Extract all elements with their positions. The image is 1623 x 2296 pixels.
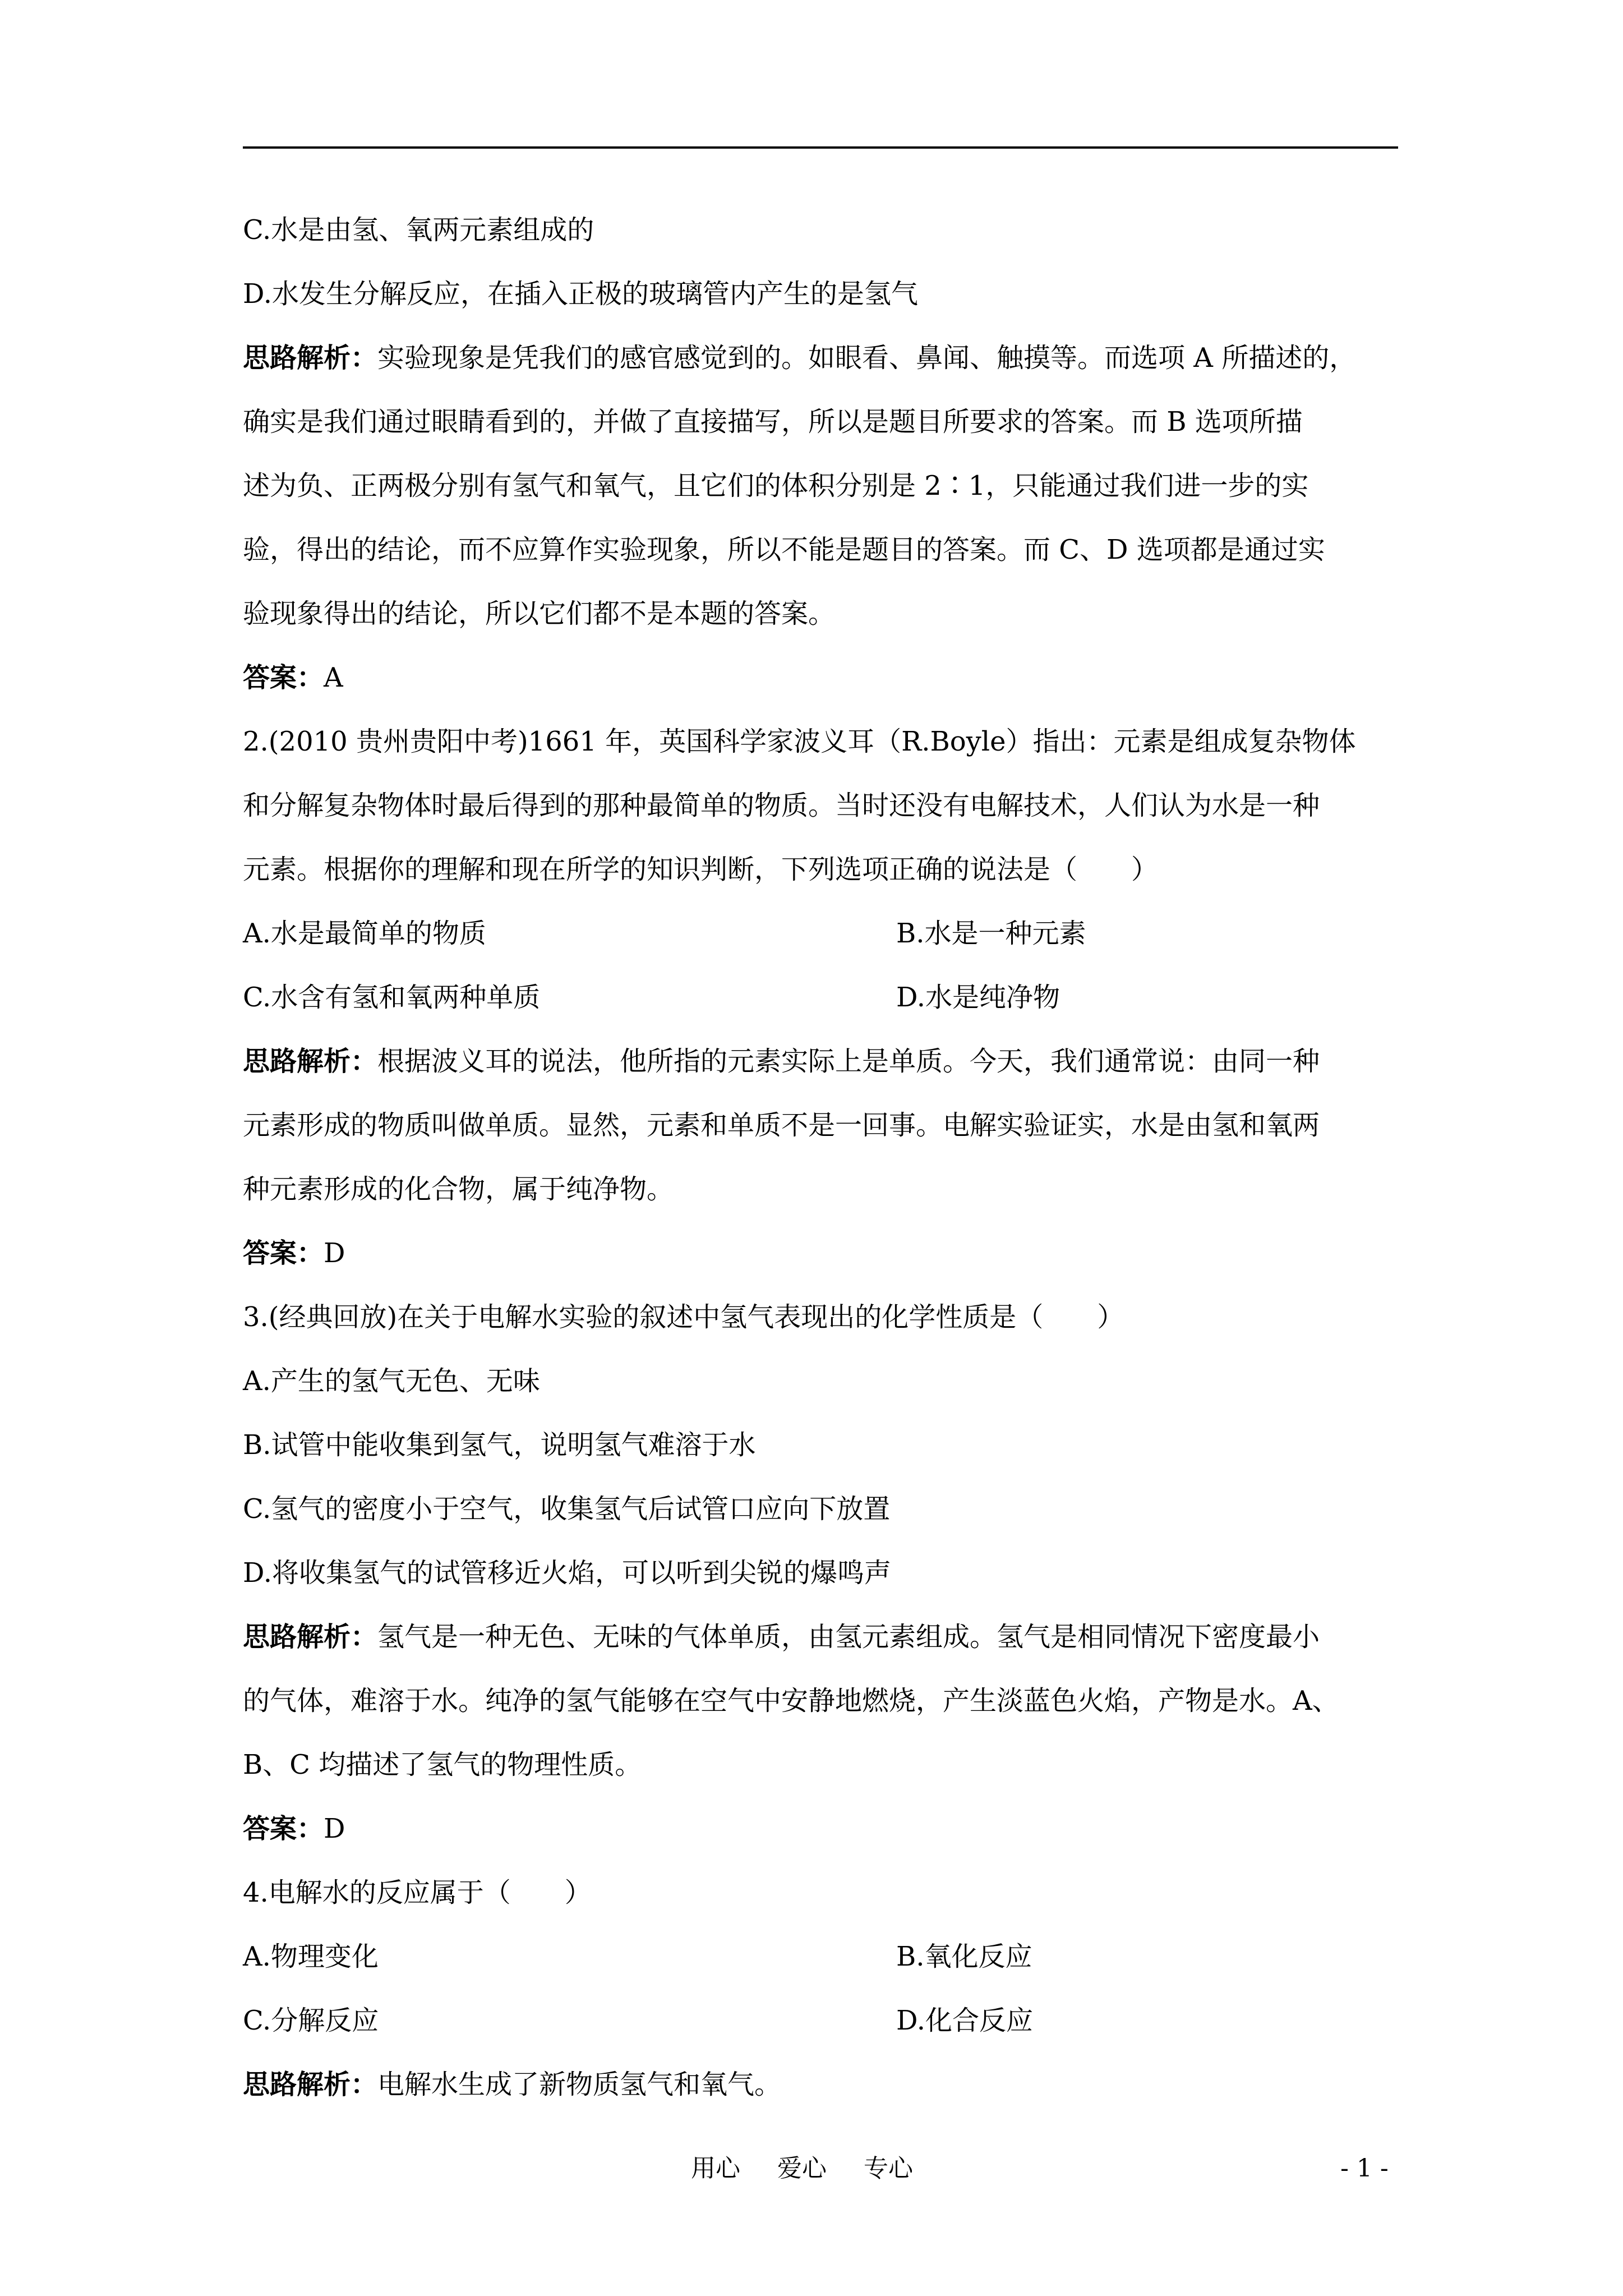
q1-answer-value: A bbox=[324, 662, 343, 693]
q2-analysis-line-1 bbox=[243, 1045, 1320, 1078]
q1-analysis-label: 思路解析： bbox=[243, 342, 378, 374]
q3-analysis-line-1 bbox=[243, 1620, 1320, 1654]
footer-motto bbox=[691, 2153, 913, 2184]
q3-option-a: A.产生的氢气无色、无味 bbox=[243, 1365, 540, 1397]
q1-answer-label: 答案： bbox=[243, 662, 324, 693]
q2-answer bbox=[243, 1236, 345, 1270]
q2-option-c: C.水含有氢和氧两种单质 bbox=[243, 982, 541, 1013]
q1-analysis-text: 实验现象是凭我们的感官感觉到的。如眼看、鼻闻、触摸等。而选项 A 所描述的， bbox=[377, 342, 1357, 374]
q4-option-b: B.氧化反应 bbox=[896, 1941, 1032, 1972]
q2-answer-value: D bbox=[324, 1237, 345, 1269]
q4-analysis-label: 思路解析： bbox=[243, 2069, 378, 2100]
footer-motto-3: 专心 bbox=[864, 2154, 913, 2183]
header-rule bbox=[243, 146, 1398, 149]
footer-motto-1: 用心 bbox=[691, 2154, 740, 2183]
q4-analysis-line-1 bbox=[243, 2068, 781, 2101]
q3-analysis-text: 氢气是一种无色、无味的气体单质，由氢元素组成。氢气是相同情况下密度最小 bbox=[377, 1621, 1320, 1653]
q1-option-c: C.水是由氢、氧两元素组成的 bbox=[243, 214, 594, 246]
q1-analysis-line-3: 述为负、正两极分别有氢气和氧气，且它们的体积分别是 2∶1，只能通过我们进一步的实 bbox=[243, 470, 1309, 501]
q4-option-c: C.分解反应 bbox=[243, 2005, 379, 2036]
q2-analysis-line-3: 种元素形成的化合物，属于纯净物。 bbox=[243, 1174, 674, 1205]
q4-option-a: A.物理变化 bbox=[243, 1941, 379, 1972]
q3-answer-label: 答案： bbox=[243, 1813, 324, 1844]
q1-answer bbox=[243, 661, 343, 694]
q3-analysis-line-2: 的气体，难溶于水。纯净的氢气能够在空气中安静地燃烧，产生淡蓝色火焰，产物是水。A、 bbox=[243, 1685, 1339, 1717]
q4-option-d: D.化合反应 bbox=[896, 2005, 1034, 2036]
q3-analysis-line-3: B、C 均描述了氢气的物理性质。 bbox=[243, 1749, 642, 1780]
q1-analysis-line-2: 确实是我们通过眼睛看到的，并做了直接描写，所以是题目所要求的答案。而 B 选项所描 bbox=[243, 406, 1303, 438]
q2-option-d: D.水是纯净物 bbox=[896, 982, 1061, 1013]
q2-analysis-label: 思路解析： bbox=[243, 1046, 378, 1077]
q2-stem-line-3: 元素。根据你的理解和现在所学的知识判断，下列选项正确的说法是（ ） bbox=[243, 854, 1159, 885]
q1-analysis-line-1 bbox=[243, 341, 1356, 375]
q3-analysis-label: 思路解析： bbox=[243, 1621, 378, 1653]
q2-answer-label: 答案： bbox=[243, 1237, 324, 1269]
q3-option-c: C.氢气的密度小于空气，收集氢气后试管口应向下放置 bbox=[243, 1493, 891, 1525]
q2-option-b: B.水是一种元素 bbox=[896, 918, 1086, 949]
q2-analysis-text: 根据波义耳的说法，他所指的元素实际上是单质。今天，我们通常说：由同一种 bbox=[377, 1046, 1320, 1077]
q2-option-a: A.水是最简单的物质 bbox=[243, 918, 486, 949]
q1-analysis-line-4: 验，得出的结论，而不应算作实验现象，所以不能是题目的答案。而 C、D 选项都是通过实 bbox=[243, 534, 1325, 565]
q4-analysis-text: 电解水生成了新物质氢气和氧气。 bbox=[377, 2069, 782, 2100]
q2-stem-line-1: 2.(2010 贵州贵阳中考)1661 年，英国科学家波义耳（R.Boyle）指出：元素是组成复杂物体 bbox=[243, 726, 1356, 757]
q3-option-b: B.试管中能收集到氢气，说明氢气难溶于水 bbox=[243, 1429, 756, 1461]
q2-stem-line-2: 和分解复杂物体时最后得到的那种最简单的物质。当时还没有电解技术，人们认为水是一种 bbox=[243, 790, 1320, 821]
q3-answer bbox=[243, 1812, 345, 1846]
q3-option-d: D.将收集氢气的试管移近火焰，可以听到尖锐的爆鸣声 bbox=[243, 1557, 892, 1589]
page-number: - 1 - bbox=[1340, 2154, 1389, 2183]
footer-motto-2: 爱心 bbox=[777, 2154, 827, 2183]
q4-stem: 4.电解水的反应属于（ ） bbox=[243, 1877, 592, 1908]
q1-option-d: D.水发生分解反应，在插入正极的玻璃管内产生的是氢气 bbox=[243, 278, 919, 310]
q3-answer-value: D bbox=[324, 1813, 345, 1844]
q3-stem: 3.(经典回放)在关于电解水实验的叙述中氢气表现出的化学性质是（ ） bbox=[243, 1301, 1124, 1333]
q2-analysis-line-2: 元素形成的物质叫做单质。显然，元素和单质不是一回事。电解实验证实，水是由氢和氧两 bbox=[243, 1110, 1320, 1141]
q1-analysis-line-5: 验现象得出的结论，所以它们都不是本题的答案。 bbox=[243, 598, 836, 629]
